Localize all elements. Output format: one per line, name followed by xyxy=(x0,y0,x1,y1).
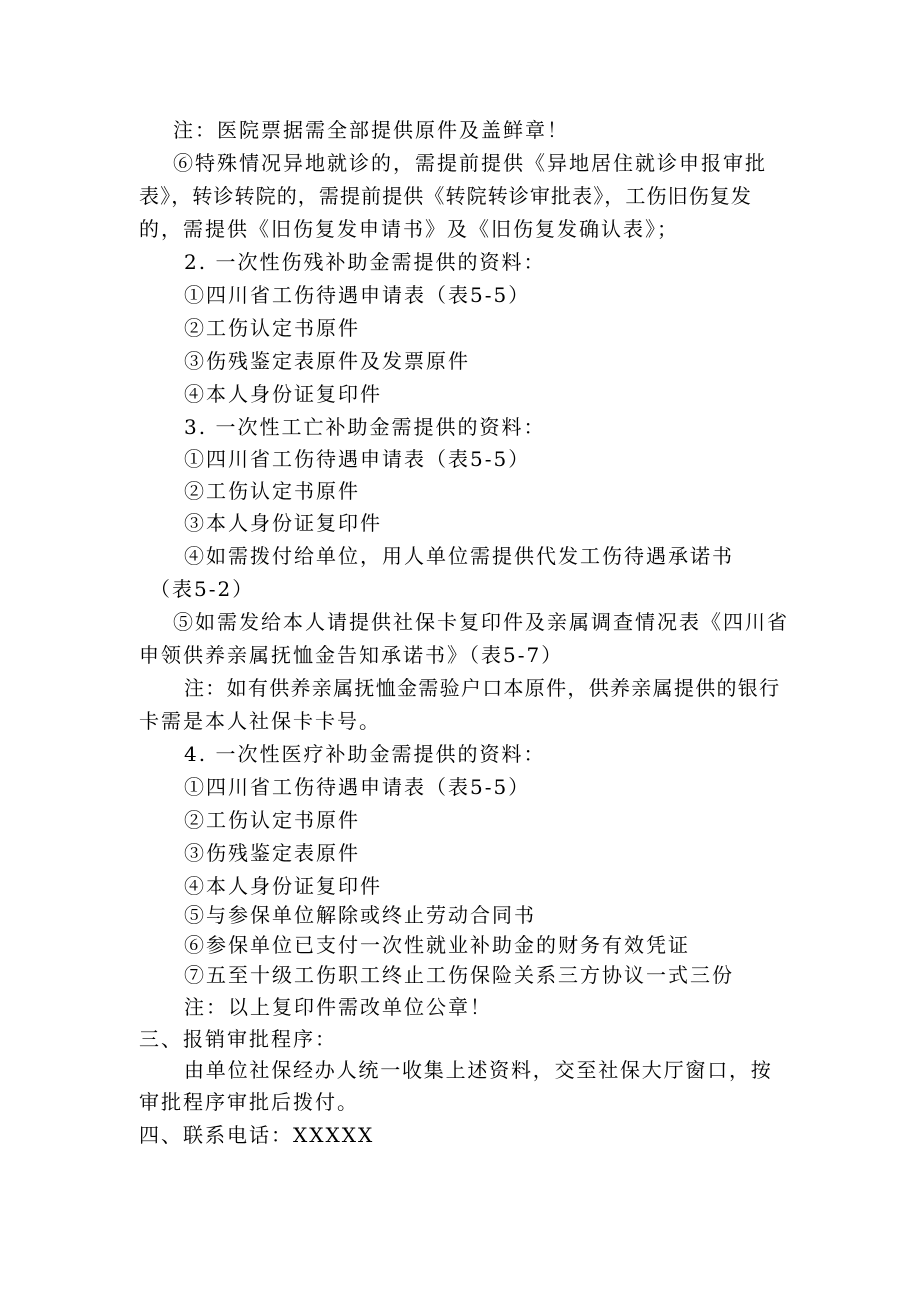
section-3-body-line-1: 由单位社保经办人统一收集上述资料，交至社保大厅窗口，按 xyxy=(184,1058,773,1082)
hospital-receipt-note: 注：医院票据需全部提供原件及盖鲜章！ xyxy=(173,118,569,142)
death-item-injury-certificate: ②工伤认定书原件 xyxy=(184,479,360,503)
medical-item-employment-subsidy-proof: ⑥参保单位已支付一次性就业补助金的财务有效凭证 xyxy=(184,933,690,957)
special-case-item-line-3: 的，需提供《旧伤复发申请书》及《旧伤复发确认表》； xyxy=(139,217,679,241)
disability-item-assessment-form: ③伤残鉴定表原件及发票原件 xyxy=(184,349,470,373)
death-item-personal-payment-line-2: 申领供养亲属抚恤金告知承诺书》（表5-7） xyxy=(139,643,564,667)
section-3-heading: 三、报销审批程序： xyxy=(139,1027,337,1051)
medical-item-contract-termination: ⑤与参保单位解除或终止劳动合同书 xyxy=(184,903,536,927)
death-item-application-form: ①四川省工伤待遇申请表（表5-5） xyxy=(184,447,531,471)
medical-item-id-copy: ④本人身份证复印件 xyxy=(184,874,382,898)
special-case-item-line-2: 表》，转诊转院的，需提前提供《转院转诊审批表》，工伤旧伤复发 xyxy=(139,184,752,208)
death-subsidy-heading: 3. 一次性工亡补助金需提供的资料： xyxy=(184,415,546,439)
medical-item-injury-certificate: ②工伤认定书原件 xyxy=(184,808,360,832)
disability-item-injury-certificate: ②工伤认定书原件 xyxy=(184,316,360,340)
death-item-id-copy: ③本人身份证复印件 xyxy=(184,511,382,535)
medical-item-tripartite-agreement: ⑦五至十级工伤职工终止工伤保险关系三方协议一式三份 xyxy=(184,963,734,987)
death-item-employer-payment-line-1: ④如需拨付给单位，用人单位需提供代发工伤待遇承诺书 xyxy=(184,544,734,568)
disability-item-application-form: ①四川省工伤待遇申请表（表5-5） xyxy=(184,283,531,307)
special-case-item-line-1: ⑥特殊情况异地就诊的，需提前提供《异地居住就诊申报审批 xyxy=(173,151,767,175)
section-3-body-line-2: 审批程序审批后拨付。 xyxy=(139,1090,359,1114)
medical-item-application-form: ①四川省工伤待遇申请表（表5-5） xyxy=(184,775,531,799)
death-item-personal-payment-line-1: ⑤如需发给本人请提供社保卡复印件及亲属调查情况表《四川省 xyxy=(173,610,789,634)
disability-subsidy-heading: 2. 一次性伤残补助金需提供的资料： xyxy=(184,250,546,274)
dependent-pension-note-line-1: 注：如有供养亲属抚恤金需验户口本原件，供养亲属提供的银行 xyxy=(184,676,781,700)
dependent-pension-note-line-2: 卡需是本人社保卡卡号。 xyxy=(139,709,381,733)
medical-item-assessment-form: ③伤残鉴定表原件 xyxy=(184,841,360,865)
death-item-employer-payment-line-2: （表5-2） xyxy=(150,577,255,601)
disability-item-id-copy: ④本人身份证复印件 xyxy=(184,382,382,406)
medical-subsidy-heading: 4. 一次性医疗补助金需提供的资料： xyxy=(184,742,546,766)
section-4-contact: 四、联系电话：XXXXX xyxy=(139,1123,375,1147)
copy-seal-note: 注：以上复印件需改单位公章！ xyxy=(184,995,492,1019)
